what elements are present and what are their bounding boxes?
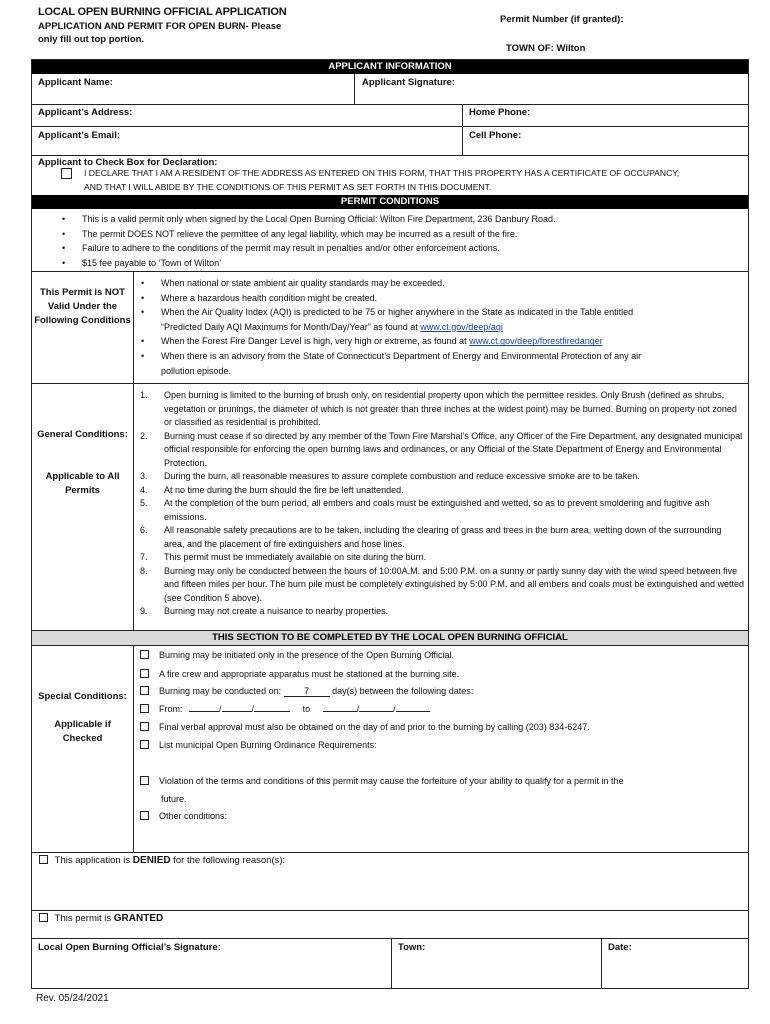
dates-checkbox[interactable] xyxy=(140,704,149,713)
not-valid-label: This Permit is NOT Valid Under the Following Conditions xyxy=(34,287,131,326)
aqi-link[interactable]: www.ct.gov/deep/aqi xyxy=(420,321,503,332)
official-town-label: Town: xyxy=(398,942,426,953)
cell-phone-field[interactable] xyxy=(466,126,746,155)
item-text: During the burn, all reasonable measures to assure complete combustion and reduce excessive smoke are to be taken. xyxy=(164,471,640,481)
list-item-text: When there is an advisory from the State of Connecticut’s Department of Energy and Environmental Protection of any air xyxy=(161,350,642,361)
official-signature-label: Local Open Burning Official’s Signature: xyxy=(38,942,221,953)
divider xyxy=(32,852,748,853)
item-text: Burning may not create a nuisance to nearby properties. xyxy=(164,606,389,616)
to-day-field[interactable] xyxy=(359,711,393,712)
permit-conditions-header: PERMIT CONDITIONS xyxy=(32,195,748,209)
list-item-text: “Predicted Daily AQI Maximums for Month/Day/Year” as found at xyxy=(161,321,418,332)
item-text: This permit must be immediately available on site during the burn. xyxy=(164,552,427,562)
declaration-label: Applicant to Check Box for Declaration: xyxy=(38,157,218,168)
item-number: 6. xyxy=(140,525,148,535)
list-item: • Failure to adhere to the conditions of the permit may result in penalties and/or other enforcement actions. xyxy=(60,241,740,256)
special-condition-row xyxy=(140,669,459,679)
presence-checkbox[interactable] xyxy=(140,650,149,659)
permit-conditions-list xyxy=(60,212,740,270)
list-item: • This is a valid permit only when signed by the Local Open Burning Official: Wilton Fire Department, 236 Danbury Road. xyxy=(60,212,740,227)
list-item xyxy=(139,349,745,378)
list-item xyxy=(140,430,744,471)
divider xyxy=(32,938,748,939)
condition-text: Other conditions: xyxy=(159,811,228,821)
denied-word: DENIED xyxy=(132,855,171,866)
special-condition-row xyxy=(140,722,590,732)
condition-text: Burning may be initiated only in the presence of the Open Burning Official. xyxy=(159,650,455,660)
divider xyxy=(391,938,392,989)
list-item xyxy=(140,497,744,524)
from-label: From: xyxy=(159,704,183,714)
to-month-field[interactable] xyxy=(323,711,357,712)
divider xyxy=(354,74,355,104)
list-item xyxy=(139,305,745,334)
list-item xyxy=(140,470,744,484)
list-item: • The permit DOES NOT relieve the permittee of any legal liability, which may be incurred as a result of the fire. xyxy=(60,227,740,242)
condition-text: future. xyxy=(161,794,187,804)
cell-phone-label: Cell Phone: xyxy=(469,130,522,141)
list-item xyxy=(140,551,744,565)
home-phone-field[interactable] xyxy=(466,104,746,126)
forest-fire-danger-link[interactable]: www.ct.gov/deep/forestfiredanger xyxy=(469,336,603,347)
from-year-field[interactable] xyxy=(254,711,290,712)
list-item xyxy=(140,524,744,551)
applicant-email-label: Applicant’s Email: xyxy=(38,130,120,141)
item-text: All reasonable safety precautions are to be taken, including the clearing of grass and trees in the burn area, wetting down of the surrounding area, and the placement of fire extinguishers and hose lines. xyxy=(164,525,722,549)
days-field[interactable]: 7 xyxy=(284,686,330,697)
applicant-signature-label: Applicant Signature: xyxy=(362,77,455,88)
official-town-field[interactable] xyxy=(396,956,596,986)
list-item xyxy=(140,565,744,606)
list-item-text: pollution episode. xyxy=(161,365,232,376)
condition-text: Violation of the terms and conditions of this permit may cause the forfeiture of your ability to qualify for a permit in the xyxy=(159,776,624,786)
granted-word: GRANTED xyxy=(113,913,164,924)
denied-suffix: for the following reason(s): xyxy=(173,855,286,866)
special-condition-row xyxy=(140,776,624,786)
to-label: to xyxy=(302,704,311,714)
special-condition-row xyxy=(140,811,227,821)
applicant-address-field[interactable] xyxy=(38,104,458,126)
general-conditions-label: General Conditions: xyxy=(37,429,128,440)
condition-text: Burning may be conducted on: xyxy=(159,686,282,696)
days-checkbox[interactable] xyxy=(140,686,149,695)
item-number: 7. xyxy=(140,552,148,562)
fire-crew-checkbox[interactable] xyxy=(140,669,149,678)
general-conditions-list xyxy=(140,389,744,619)
divider xyxy=(462,104,463,155)
divider xyxy=(32,383,748,384)
official-section-header: THIS SECTION TO BE COMPLETED BY THE LOCAL OPEN BURNING OFFICIAL xyxy=(32,630,748,646)
special-conditions-label: Special Conditions: xyxy=(38,691,127,702)
granted-prefix: This permit is xyxy=(54,913,112,924)
applicant-name-field[interactable] xyxy=(38,74,350,104)
list-item-text: When the Air Quality Index (AQI) is predicted to be 75 or higher anywhere in the State as indicated in the Table entitled xyxy=(161,307,634,318)
declaration-checkbox[interactable] xyxy=(61,168,72,179)
list-item xyxy=(140,605,744,619)
special-condition-row xyxy=(140,740,377,750)
applicant-name-label: Applicant Name: xyxy=(38,77,113,88)
divider xyxy=(133,646,134,852)
home-phone-label: Home Phone: xyxy=(469,107,531,118)
from-day-field[interactable] xyxy=(222,711,252,712)
item-number: 8. xyxy=(140,565,148,576)
applicant-email-field[interactable] xyxy=(38,126,458,155)
item-number: 1. xyxy=(140,390,148,400)
special-condition-row xyxy=(140,686,473,697)
form-frame xyxy=(31,59,749,989)
condition-text: A fire crew and appropriate apparatus must be stationed at the burning site. xyxy=(159,669,460,679)
item-text: Burning may only be conducted between the hours of 10:00A.M. and 5:00 P.M. on a sunny or partly sunny day with the wind speed between five and fifteen miles per hour. The burn pile must be completely extinguished by 5:00 P.M. and all embers and coals must be extinguished and wetted (see Condition 5 above). xyxy=(164,565,745,603)
divider xyxy=(32,155,748,156)
item-number: 2. xyxy=(140,430,148,441)
item-number: 3. xyxy=(140,471,148,481)
other-conditions-checkbox[interactable] xyxy=(140,811,149,820)
item-text: Open burning is limited to the burning of brush only, on residential property upon which the permittee resides. Only Brush (defined as shrubs, vegetation or prunings, the diameter of which is not greater than three inches at the widest point) may be burned. Burning on property not zoned or classified as residential is prohibited. xyxy=(164,390,737,427)
form-subtitle: APPLICATION AND PERMIT FOR OPEN BURN- Please only fill out top portion. xyxy=(38,21,282,45)
denied-prefix: This application is xyxy=(54,855,131,866)
applicant-info-header: APPLICANT INFORMATION xyxy=(32,60,748,74)
condition-text: List municipal Open Burning Ordinance Requirements: xyxy=(159,740,377,750)
town-label: TOWN OF: Wilton xyxy=(506,43,586,54)
to-year-field[interactable] xyxy=(396,711,430,712)
item-text: At the completion of the burn period, all embers and coals must be extinguished and wetted, so as to prevent smoldering and fugitive ash emissions. xyxy=(164,498,710,522)
official-signature-field[interactable] xyxy=(38,956,386,986)
declaration-text-line1: I DECLARE THAT I AM A RESIDENT OF THE ADDRESS AS ENTERED ON THIS FORM, THAT THIS PROPERTY HAS A CERTIFICATE OF OCCUPANCY, xyxy=(84,168,680,178)
violation-checkbox[interactable] xyxy=(140,776,149,785)
not-valid-list xyxy=(139,276,745,378)
divider xyxy=(32,271,748,272)
from-month-field[interactable] xyxy=(189,711,219,712)
list-item: • $15 fee payable to ‘Town of Wilton’ xyxy=(60,256,740,271)
condition-text: day(s) between the following dates: xyxy=(332,686,474,696)
applicant-address-label: Applicant’s Address: xyxy=(38,107,133,118)
denied-reasons-field[interactable] xyxy=(38,870,744,906)
permit-number-label: Permit Number (if granted): xyxy=(500,14,624,25)
list-item: • When national or state ambient air quality standards may be exceeded. xyxy=(139,276,745,291)
official-date-label: Date: xyxy=(608,942,632,953)
denied-checkbox[interactable] xyxy=(39,855,48,864)
general-applicable-label: Applicable to All Permits xyxy=(45,471,120,496)
item-number: 4. xyxy=(140,484,148,495)
item-text: At no time during the burn should the fire be left unattended. xyxy=(164,484,404,495)
divider xyxy=(601,938,602,989)
list-item-text: When the Forest Fire Danger Level is high, very high or extreme, as found at xyxy=(161,336,467,347)
list-item: • Where a hazardous health condition might be created. xyxy=(139,291,745,306)
item-text: Burning must cease if so directed by any member of the Town Fire Marshal’s Office, any Officer of the Fire Department, any designated municipal official responsible for enforcing the open burning laws and ordinances, or any Official of the State Department of Energy and Environmental Protection. xyxy=(164,430,743,468)
special-condition-row xyxy=(140,650,454,660)
revision-date: Rev. 05/24/2021 xyxy=(36,993,109,1004)
applicant-signature-field[interactable] xyxy=(358,74,746,104)
item-number: 5. xyxy=(140,498,148,508)
ordinance-checkbox[interactable] xyxy=(140,740,149,749)
verbal-approval-checkbox[interactable] xyxy=(140,722,149,731)
declaration-text-line2: AND THAT I WILL ABIDE BY THE CONDITIONS OF THIS PERMIT AS SET FORTH IN THIS DOCUMENT. xyxy=(84,182,492,192)
denied-row xyxy=(39,855,285,866)
special-condition-row: From: / / to / / xyxy=(140,704,430,714)
list-item xyxy=(139,334,745,349)
official-date-field[interactable] xyxy=(606,956,744,986)
granted-row xyxy=(39,913,163,924)
divider xyxy=(133,271,134,633)
divider xyxy=(32,910,748,911)
special-applicable-label: Applicable if Checked xyxy=(54,719,111,744)
list-item xyxy=(140,484,744,498)
condition-text: Final verbal approval must also be obtained on the day of and prior to the burning by calling (203) 834-6247. xyxy=(159,722,590,732)
list-item xyxy=(140,389,744,430)
form-title: LOCAL OPEN BURNING OFFICIAL APPLICATION xyxy=(38,6,287,18)
item-number: 9. xyxy=(140,606,148,616)
granted-checkbox[interactable] xyxy=(39,913,48,922)
